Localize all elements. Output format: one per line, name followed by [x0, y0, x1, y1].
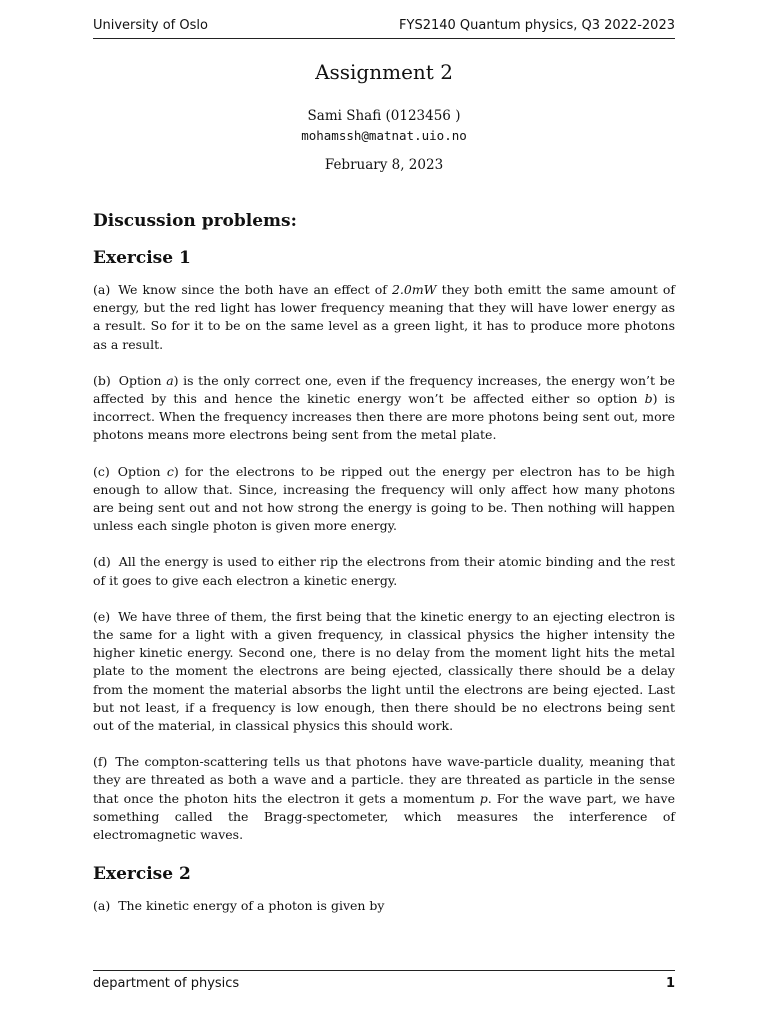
math-inline: a — [166, 372, 174, 388]
item-text: All the energy is used to either rip the electrons from their atomic binding and the rest of it goes to give each electron a kinetic energy. — [93, 554, 675, 588]
exercise-1c — [93, 463, 675, 536]
math-inline: 2.0mW — [391, 282, 437, 297]
exercise-1b — [93, 372, 675, 445]
item-text: The kinetic energy of a photon is given by — [118, 898, 385, 914]
section-heading-exercise-2: Exercise 2 — [93, 864, 191, 885]
section-heading-discussion: Discussion problems: — [93, 211, 297, 231]
item-text: they both emitt the same amount of energy, but the red light has lower frequency meaning that they will have lower energy as a result. So for it to be on the same level as a green light, it has to produce more photons as a result. — [93, 282, 675, 352]
header-course: FYS2140 Quantum physics, Q3 2022-2023 — [399, 18, 675, 33]
item-text: . For the wave part, we have something called the Bragg-spectometer, which measures the interference of electromagnetic waves. — [93, 790, 676, 843]
document-title: Assignment 2 — [315, 60, 453, 84]
item-text: We know since the both have an effect of — [118, 282, 392, 297]
exercise-1a — [93, 281, 675, 354]
item-label: (e) — [93, 608, 111, 624]
exercise-2a — [93, 897, 675, 915]
item-text: Option — [118, 372, 167, 388]
item-label: (b) — [93, 372, 111, 388]
math-inline: c — [166, 463, 174, 479]
section-heading-exercise-1: Exercise 1 — [93, 248, 191, 268]
page-header — [93, 18, 675, 38]
header-institution: University of Oslo — [93, 18, 208, 33]
exercise-1e — [93, 608, 675, 735]
footer-divider — [93, 970, 675, 971]
math-inline: b — [644, 391, 653, 407]
item-text: ) for the electrons to be ripped out the energy per electron has to be high enough to allow that. Since, increasing the frequency will only affect how many photons are being sent out and not how strong the energy is going to be. Then nothing will happen unless each single photon is given more energy. — [93, 463, 675, 534]
page-number: 1 — [665, 976, 675, 991]
document-date: February 8, 2023 — [324, 157, 444, 173]
item-label: (a) — [93, 282, 111, 297]
exercise-1f — [93, 753, 675, 844]
item-text: The compton-scattering tells us that photons have wave-particle duality, meaning that they are threated as both a wave and a particle. they are threated as particle in the sense that once the photon hits the electron it gets a momentum — [93, 754, 675, 806]
item-label: (c) — [93, 463, 110, 479]
item-text: ) is incorrect. When the frequency increases then there are more photons being sent out, more photons means more electrons being sent from the metal plate. — [93, 391, 675, 443]
exercise-1d — [93, 553, 675, 589]
item-text: ) is the only correct one, even if the frequency increases, the energy won’t be affected by this and hence the kinetic energy won’t be affected either so option — [93, 372, 675, 407]
item-text: We have three of them, the first being that the kinetic energy to an ejecting electron is the same for a light with a given frequency, in classical physics the higher intensity the higher kinetic energy. Second one, there is no delay from the moment light hits the metal plate to the moment the electrons are being ejected, classically there should be a delay from the moment the material absorbs the light until the electrons are being ejected. Last but not least, if a frequency is low enough, then there should be no electrons being sent out of the material, in classical physics this should work. — [93, 608, 675, 734]
math-inline: p — [479, 790, 488, 806]
item-label: (d) — [93, 554, 111, 570]
item-label: (f) — [93, 754, 108, 770]
item-label: (a) — [93, 898, 111, 914]
document-body — [93, 209, 675, 933]
author-name: Sami Shafi (0123456 ) — [307, 108, 461, 124]
item-text: Option — [117, 463, 167, 479]
header-divider — [93, 38, 675, 39]
page-footer — [93, 976, 675, 996]
author-email: mohamssh@matnat.uio.no — [301, 128, 467, 143]
footer-department: department of physics — [93, 976, 240, 991]
